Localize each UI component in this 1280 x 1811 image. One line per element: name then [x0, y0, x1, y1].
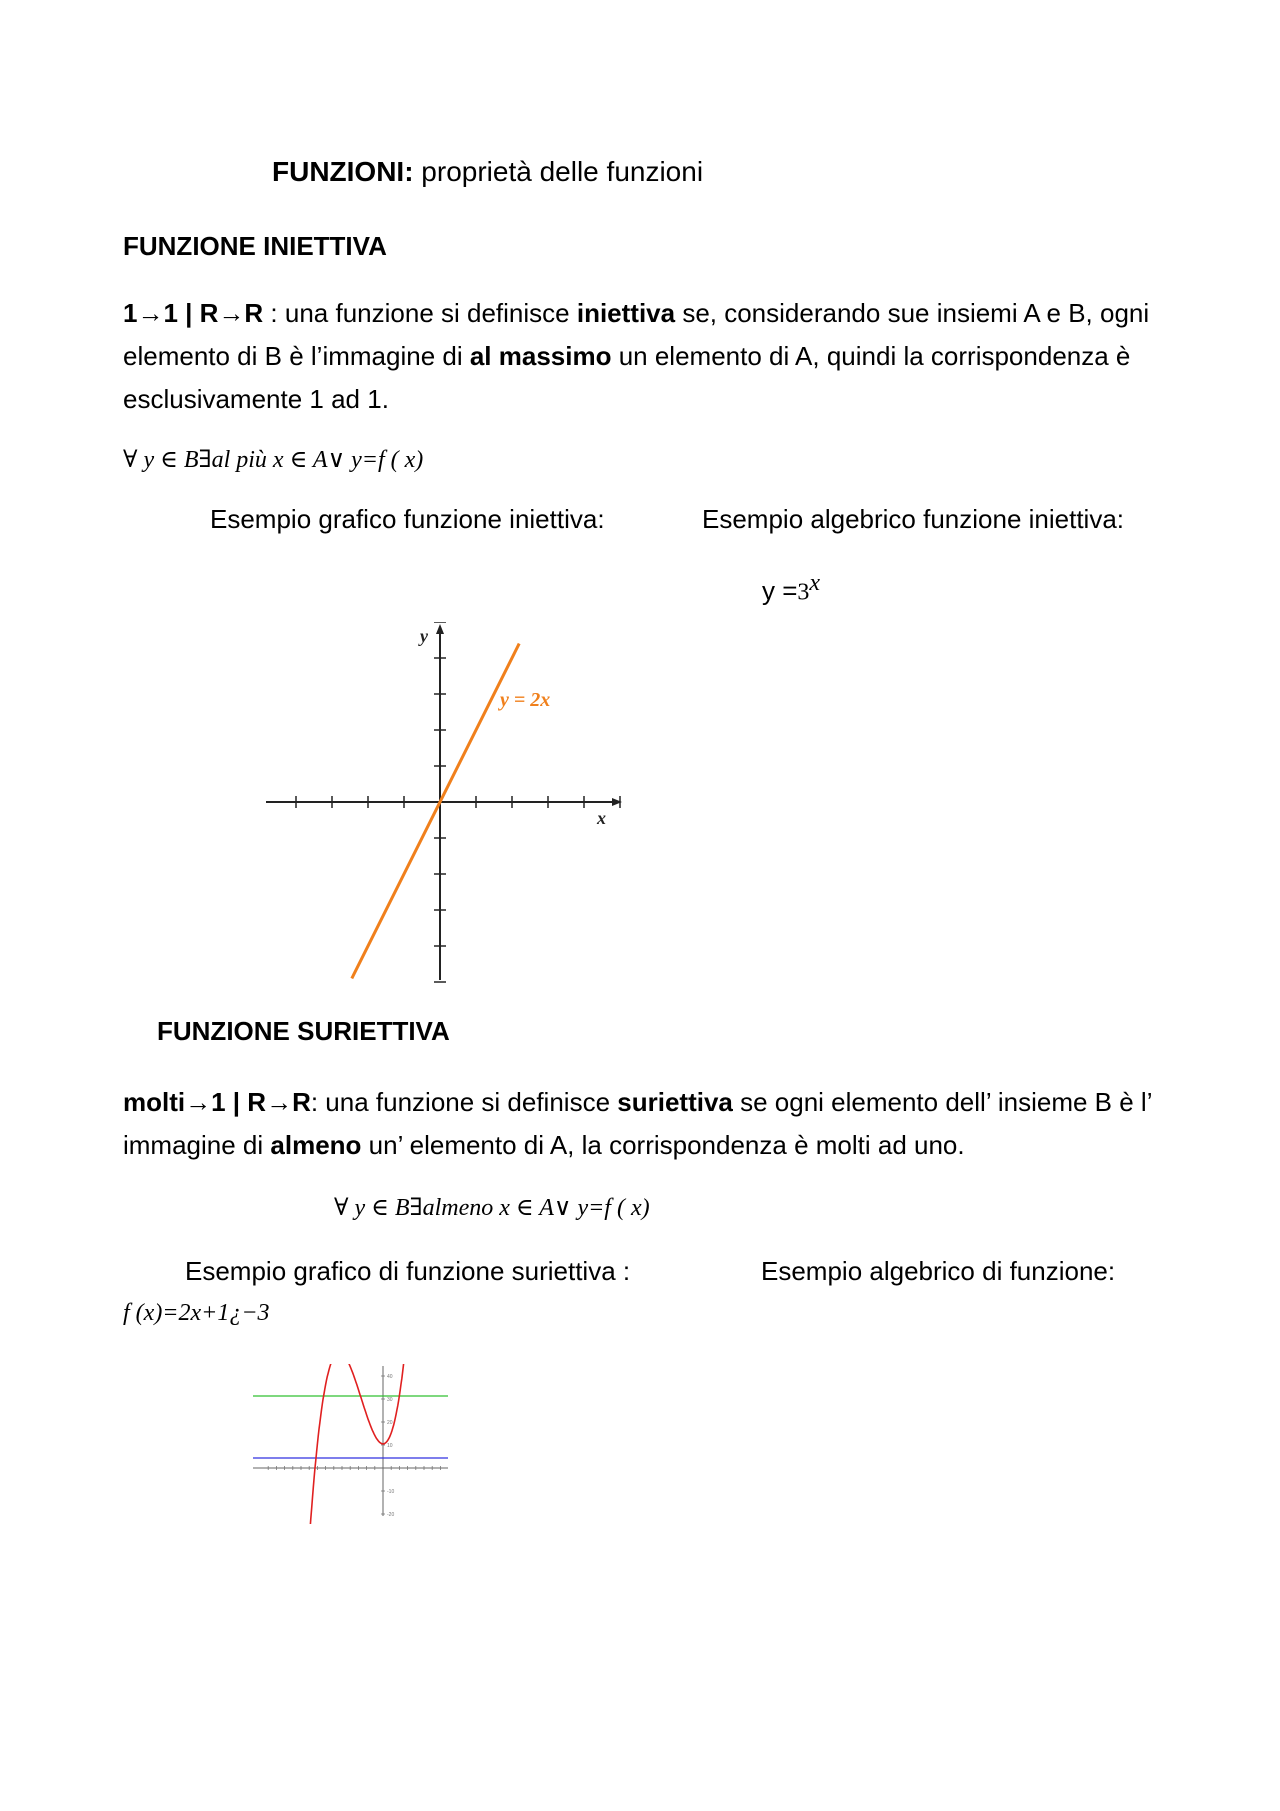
suriettiva-keyword: suriettiva: [617, 1087, 733, 1117]
series-cubic: [304, 1364, 411, 1524]
caption-alg-iniettiva: Esempio algebrico funzione iniettiva:: [702, 504, 1125, 534]
y-tick-label: 40: [387, 1374, 393, 1380]
chart-injective: [262, 622, 622, 984]
formula-suriettiva: ∀ y ∈ B∃almeno x ∈ A∨ y=f ( x): [334, 1195, 650, 1221]
page-title-bold: FUNZIONI:: [272, 156, 414, 187]
page-title: [272, 156, 703, 188]
paragraph-suriettiva: [123, 1081, 1163, 1167]
y-tick-label: 20: [387, 1420, 393, 1426]
y-tick-label: -10: [387, 1489, 395, 1495]
iniettiva-keyword: iniettiva: [576, 298, 676, 328]
iniettiva-text-1: : una funzione si definisce: [263, 298, 577, 328]
y-axis-arrow: [436, 624, 444, 634]
suriettiva-text-3: un’ elemento di A, la corrispondenza è molti ad uno.: [361, 1130, 965, 1160]
suriettiva-mapping: molti→1 | R→R: [123, 1087, 311, 1117]
y-tick-label: -20: [387, 1512, 395, 1518]
formula-iniettiva: ∀ y ∈ B∃al più x ∈ A∨ y=f ( x): [123, 447, 424, 473]
alg-example-suriettiva: f (x)=2x+1¿−3: [123, 1300, 270, 1326]
alg-exponent: x: [809, 570, 821, 596]
caption-graph-suriettiva: Esempio grafico di funzione suriettiva :: [185, 1256, 631, 1286]
suriettiva-text-1: : una funzione si definisce: [310, 1087, 618, 1117]
iniettiva-al-massimo: al massimo: [469, 341, 612, 371]
alg-base: 3: [797, 579, 810, 606]
iniettiva-mapping: 1→1 | R→R: [123, 298, 264, 328]
alg-prefix: y =: [762, 575, 798, 606]
y-tick-label: 30: [387, 1397, 393, 1403]
suriettiva-almeno: almeno: [270, 1130, 362, 1160]
iniettiva-text-3: un elemento di A, quindi la corrispondenza è esclusivamente 1 ad 1.: [123, 341, 1131, 414]
caption-alg-suriettiva: Esempio algebrico di funzione:: [761, 1256, 1116, 1286]
iniettiva-text-2: se, considerando sue insiemi A e B, ogni elemento di B è l’immagine di: [123, 298, 1150, 371]
suriettiva-text-2: se ogni elemento dell’ insieme B è l’ immagine di: [123, 1087, 1152, 1160]
alg-example-iniettiva: [762, 570, 820, 607]
x-axis-label: x: [597, 808, 606, 828]
y-axis-label: y: [420, 626, 428, 646]
caption-graph-iniettiva: Esempio grafico funzione iniettiva:: [210, 504, 605, 534]
y-tick-label: 10: [387, 1443, 393, 1449]
heading-suriettiva: FUNZIONE SURIETTIVA: [157, 1016, 450, 1046]
paragraph-iniettiva: [123, 292, 1163, 421]
chart-surjective: [250, 1364, 450, 1524]
heading-iniettiva: FUNZIONE INIETTIVA: [123, 231, 387, 261]
page-title-rest: proprietà delle funzioni: [413, 156, 704, 187]
series-label-y-2x: y = 2x: [500, 689, 551, 711]
